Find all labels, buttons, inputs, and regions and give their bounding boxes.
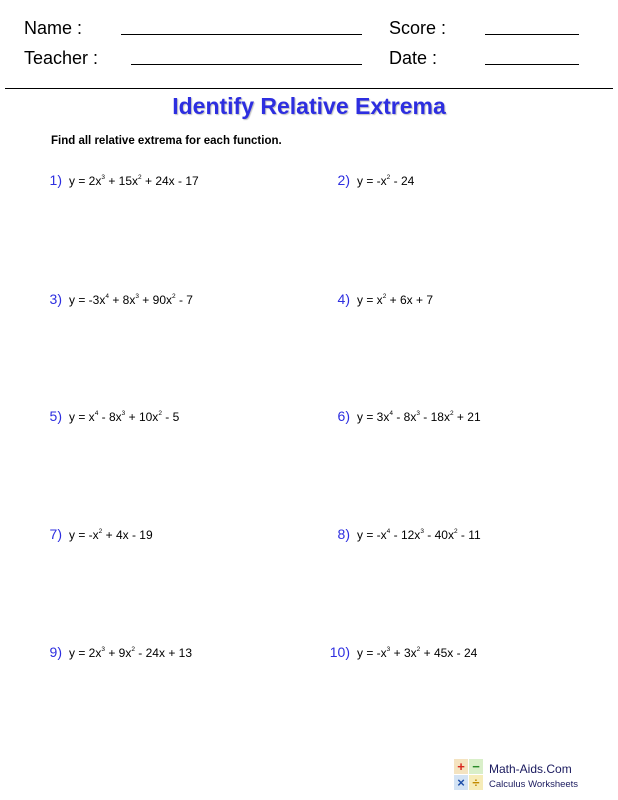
exponent: 2 — [386, 174, 391, 181]
problem-expression — [69, 646, 192, 660]
exponent: 2 — [449, 410, 454, 417]
expression-term: + 4x - 19 — [102, 528, 153, 542]
exponent: 3 — [416, 410, 420, 417]
problem-1 — [30, 172, 199, 188]
expression-term: y = -x — [357, 528, 387, 542]
exponent: 4 — [94, 410, 99, 417]
problem-number: 9) — [49, 644, 62, 660]
instructions: Find all relative extrema for each function. — [51, 135, 282, 147]
exponent: 3 — [101, 646, 105, 653]
problem-expression — [357, 293, 433, 307]
problem-2 — [318, 172, 414, 188]
expression-term: - 24 — [390, 174, 415, 188]
expression-term: + 15x — [104, 174, 139, 188]
teacher-label: Teacher : — [24, 48, 99, 68]
plus-icon: + — [454, 759, 468, 774]
date-label: Date : — [389, 48, 438, 68]
score-line — [485, 34, 579, 35]
logo-subtitle: Calculus Worksheets — [489, 779, 579, 790]
expression-term: y = -3x — [69, 293, 106, 307]
expression-term: - 24x + 13 — [134, 646, 193, 660]
problem-expression — [69, 528, 153, 542]
expression-term: + 9x — [104, 646, 132, 660]
exponent: 2 — [416, 646, 421, 653]
problem-number: 3) — [49, 291, 62, 307]
date-line — [485, 64, 579, 65]
problem-expression — [357, 410, 481, 424]
exponent: 3 — [420, 528, 424, 535]
expression-term: - 12x — [390, 528, 421, 542]
score-label: Score : — [389, 18, 447, 38]
teacher-line — [131, 64, 362, 65]
logo-name: Math-Aids.Com — [489, 762, 572, 776]
problem-8 — [318, 526, 481, 542]
problem-number: 5) — [49, 408, 62, 424]
exponent: 3 — [101, 174, 105, 181]
expression-term: y = 2x — [69, 174, 102, 188]
expression-term: y = -x — [69, 528, 99, 542]
problem-3 — [30, 291, 193, 307]
exponent: 2 — [131, 646, 135, 653]
expression-term: y = x — [357, 293, 383, 307]
expression-term: y = -x — [357, 646, 387, 660]
header-rule — [5, 88, 613, 89]
exponent: 2 — [158, 410, 162, 417]
problem-number: 2) — [337, 172, 350, 188]
worksheet-title: Identify Relative Extrema — [172, 93, 446, 119]
expression-term: - 11 — [457, 528, 481, 542]
exponent: 2 — [138, 174, 142, 181]
problem-expression — [357, 174, 414, 188]
expression-term: - 18x — [419, 410, 450, 424]
name-line — [121, 34, 362, 35]
expression-term: y = x — [69, 410, 95, 424]
expression-term: - 40x — [423, 528, 454, 542]
problem-expression — [357, 528, 481, 542]
expression-term: - 5 — [161, 410, 180, 424]
exponent: 3 — [121, 410, 126, 417]
expression-term: y = 2x — [69, 646, 102, 660]
problem-5 — [30, 408, 179, 424]
expression-term: + 6x + 7 — [386, 293, 434, 307]
math-aids-logo — [454, 759, 604, 795]
problem-number: 1) — [49, 172, 62, 188]
problem-4 — [318, 291, 433, 307]
logo-icon — [454, 759, 484, 791]
problem-number: 7) — [49, 526, 62, 542]
expression-term: - 8x — [392, 410, 417, 424]
exponent: 2 — [453, 528, 458, 535]
problem-9 — [30, 644, 192, 660]
problem-expression — [357, 646, 477, 660]
expression-term: + 10x — [125, 410, 159, 424]
expression-term: + 3x — [390, 646, 417, 660]
expression-term: + 24x - 17 — [141, 174, 199, 188]
name-label: Name : — [24, 18, 83, 38]
problem-expression — [69, 293, 193, 307]
exponent: 3 — [386, 646, 391, 653]
times-icon: × — [454, 775, 468, 790]
problem-number: 10) — [329, 644, 350, 660]
problem-number: 4) — [337, 291, 350, 307]
problem-expression — [69, 174, 199, 188]
expression-term: y = 3x — [357, 410, 390, 424]
problem-number: 6) — [337, 408, 350, 424]
exponent: 2 — [172, 293, 176, 300]
expression-term: + 8x — [108, 293, 136, 307]
exponent: 2 — [98, 528, 103, 535]
exponent: 3 — [135, 293, 139, 300]
exponent: 4 — [386, 528, 391, 535]
minus-icon: − — [469, 759, 483, 774]
problem-expression — [69, 410, 179, 424]
divide-icon: ÷ — [469, 775, 483, 790]
exponent: 4 — [389, 410, 393, 417]
problem-7 — [30, 526, 153, 542]
expression-term: + 90x — [138, 293, 172, 307]
expression-term: y = -x — [357, 174, 387, 188]
expression-term: - 8x — [98, 410, 122, 424]
problem-number: 8) — [337, 526, 350, 542]
expression-term: + 45x - 24 — [420, 646, 478, 660]
exponent: 4 — [105, 293, 109, 300]
problem-10 — [318, 644, 477, 660]
expression-term: + 21 — [453, 410, 481, 424]
expression-term: - 7 — [175, 293, 193, 307]
exponent: 2 — [382, 293, 387, 300]
problem-6 — [318, 408, 481, 424]
